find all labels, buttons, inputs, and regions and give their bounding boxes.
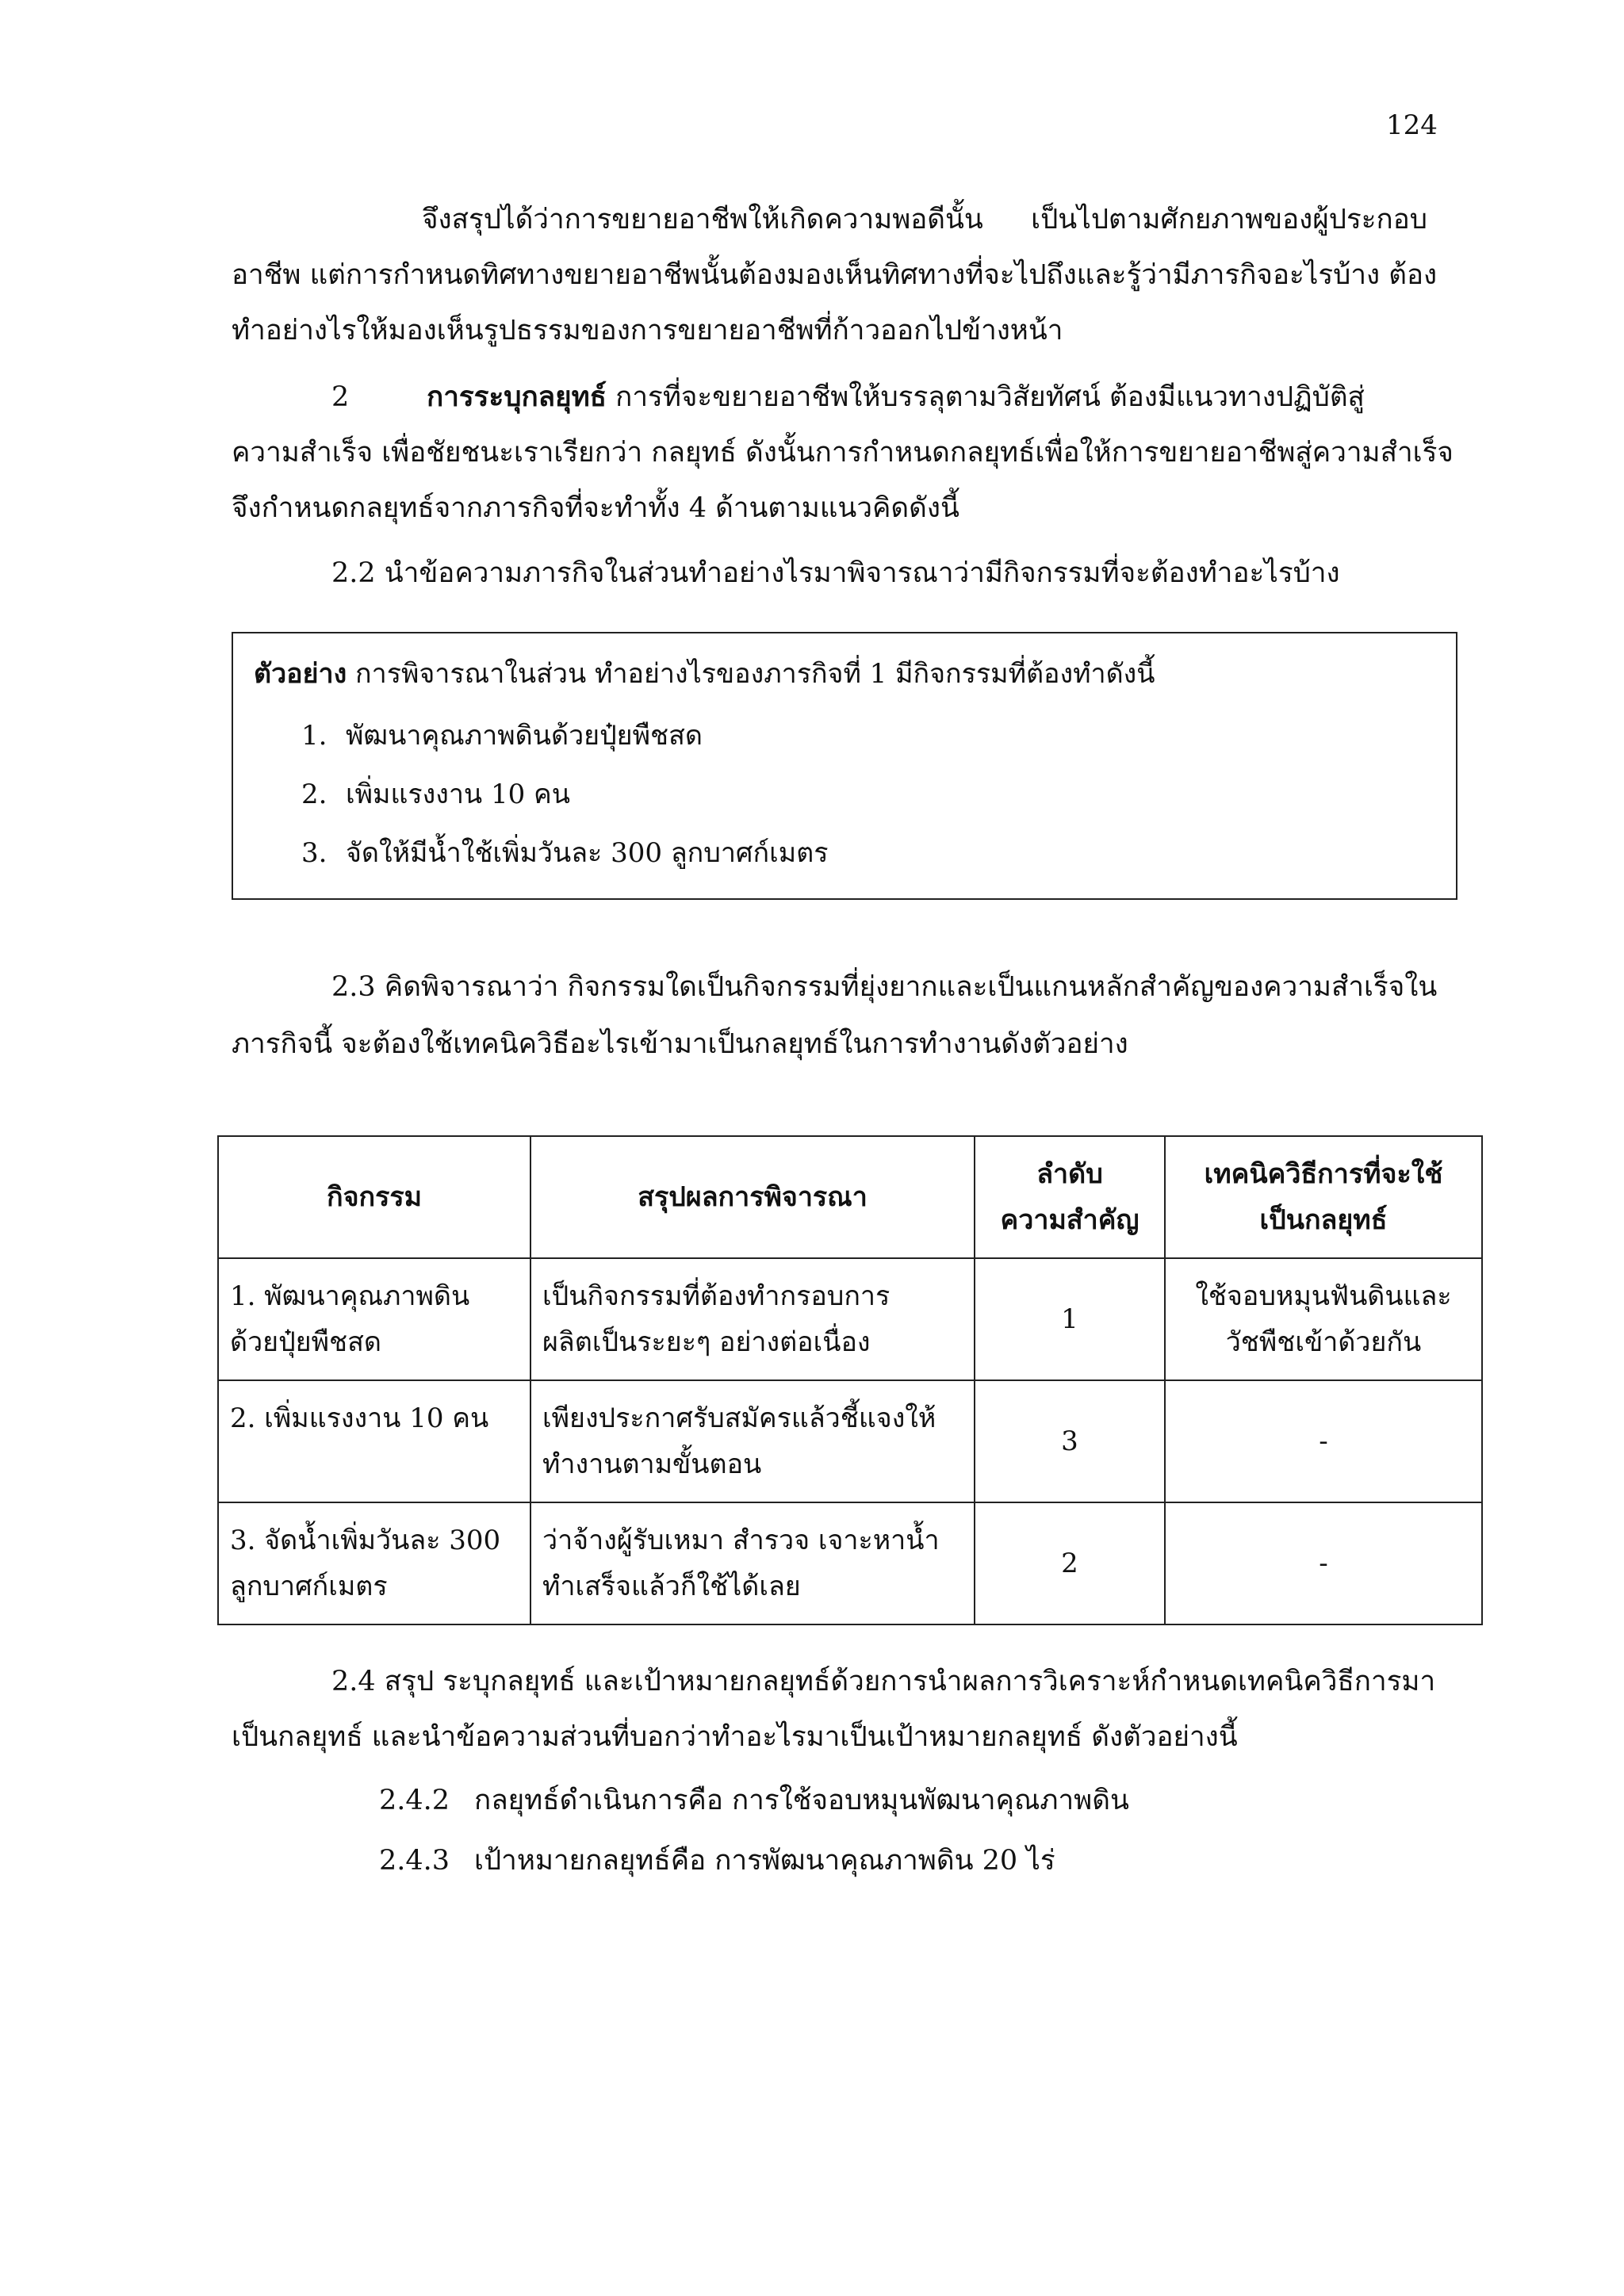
item-2-4-3 [379,1841,1055,1881]
item-2-4-line-2: เป็นกลยุทธ์ และนำข้อความส่วนที่บอกว่าทำอะไรมาเป็นเป้าหมายกลยุทธ์ ดังตัวอย่างนี้ [232,1721,1238,1753]
intro-line-3: ทำอย่างไรให้มองเห็นรูปธรรมของการขยายอาชีพที่ก้าวออกไปข้างหน้า [232,315,1063,346]
cell-activity-line-2: ด้วยปุ๋ยพืชสด [230,1326,381,1358]
header-rank [975,1136,1165,1258]
cell-summary-line-2: ทำเสร็จแล้วก็ใช้ได้เลย [542,1571,801,1602]
table-header-row [218,1136,1482,1258]
cell-activity-line-1: 3. จัดน้ำเพิ่มวันละ 300 [230,1525,501,1556]
cell-activity-line-2: ลูกบาศก์เมตร [230,1571,388,1602]
cell-summary-line-1: ว่าจ้างผู้รับเหมา สำรวจ เจาะหาน้ำ [542,1525,940,1556]
cell-activity-line-1: 1. พัฒนาคุณภาพดิน [230,1280,470,1312]
intro-line-1: จึงสรุปได้ว่าการขยายอาชีพให้เกิดความพอดีนั้น เป็นไปตามศักยภาพของผู้ประกอบ [422,204,1427,235]
item-2-4-3-text: เป้าหมายกลยุทธ์คือ การพัฒนาคุณภาพดิน 20 ไร่ [474,1845,1055,1877]
intro-line-2: อาชีพ แต่การกำหนดทิศทางขยายอาชีพนั้นต้องมองเห็นทิศทางที่จะไปถึงและรู้ว่ามีภารกิจอะไรบ้าง ต้อง [232,259,1438,291]
section-2-line-2: ความสำเร็จ เพื่อชัยชนะเราเรียกว่า กลยุทธ์ ดังนั้นการกำหนดกลยุทธ์เพื่อให้การขยายอาชีพสู่ความสำเร็จ [232,437,1454,469]
table-row [218,1380,1482,1502]
cell-activity [218,1258,530,1380]
example-item-3-number: 3. [301,837,327,869]
item-2-4-2-number: 2.4.2 [379,1785,450,1816]
cell-activity-line-2 [230,1441,519,1487]
cell-rank: 1 [975,1258,1165,1380]
cell-summary [530,1258,975,1380]
example-item-2-number: 2. [301,779,327,810]
item-2-4-3-number: 2.4.3 [379,1845,450,1877]
cell-technique: - [1165,1502,1482,1624]
example-list-item [301,716,703,756]
header-rank-line-2: ความสำคัญ [1000,1204,1139,1236]
item-2-4-2 [379,1781,1129,1820]
table-row [218,1502,1482,1624]
cell-technique [1165,1258,1482,1380]
section-2-number: 2 [331,381,350,413]
item-2-3-line-2: ภารกิจนี้ จะต้องใช้เทคนิควิธีอะไรเข้ามาเป็นกลยุทธ์ในการทำงานดังตัวอย่าง [232,1028,1128,1060]
cell-summary-line-1: เป็นกิจกรรมที่ต้องทำกรอบการ [542,1280,891,1312]
cell-activity [218,1380,530,1502]
page-number: 124 [1386,109,1438,141]
header-rank-line-1: ลำดับ [1036,1158,1103,1190]
cell-summary-line-2: ทำงานตามขั้นตอน [542,1448,762,1480]
example-list-item [301,775,570,814]
example-lead: ตัวอย่าง [254,658,347,690]
header-technique [1165,1136,1482,1258]
item-2-4-line-1: 2.4 สรุป ระบุกลยุทธ์ และเป้าหมายกลยุทธ์ด้วยการนำผลการวิเคราะห์กำหนดเทคนิควิธีการมา [331,1666,1436,1697]
header-technique-line-1: เทคนิควิธีการที่จะใช้ [1204,1158,1443,1190]
item-2-4-2-text: กลยุทธ์ดำเนินการคือ การใช้จอบหมุนพัฒนาคุณภาพดิน [474,1785,1129,1816]
example-box [232,632,1457,900]
item-2-3-line-1: 2.3 คิดพิจารณาว่า กิจกรรมใดเป็นกิจกรรมที่ยุ่งยากและเป็นแกนหลักสำคัญของความสำเร็จใน [331,971,1438,1003]
cell-summary [530,1502,975,1624]
cell-summary [530,1380,975,1502]
example-item-2-text: เพิ่มแรงงาน 10 คน [346,779,571,810]
header-summary: สรุปผลการพิจารณา [530,1136,975,1258]
section-2-heading: การระบุกลยุทธ์ [427,381,607,413]
cell-summary-line-1: เพียงประกาศรับสมัครแล้วชี้แจงให้ [542,1402,936,1434]
header-activity: กิจกรรม [218,1136,530,1258]
cell-rank: 3 [975,1380,1165,1502]
example-box-heading [254,654,1155,694]
cell-rank: 2 [975,1502,1165,1624]
cell-activity-line-1: 2. เพิ่มแรงงาน 10 คน [230,1402,489,1434]
cell-activity [218,1502,530,1624]
example-list-item [301,833,828,873]
cell-summary-line-2: ผลิตเป็นระยะๆ อย่างต่อเนื่อง [542,1326,871,1358]
example-item-3-text: จัดให้มีน้ำใช้เพิ่มวันละ 300 ลูกบาศก์เมตร [346,837,829,869]
cell-technique: - [1165,1380,1482,1502]
cell-technique-line-2: วัชพืชเข้าด้วยกัน [1225,1326,1422,1358]
cell-technique-line-1: ใช้จอบหมุนฟันดินและ [1195,1280,1452,1312]
section-2-line-1-text: การที่จะขยายอาชีพให้บรรลุตามวิสัยทัศน์ ต้องมีแนวทางปฏิบัติสู่ [607,381,1365,413]
section-2-line-1 [331,377,1365,417]
example-text: การพิจารณาในส่วน ทำอย่างไรของภารกิจที่ 1 มีกิจกรรมที่ต้องทำดังนี้ [347,658,1155,690]
strategy-table [217,1135,1483,1625]
example-item-1-number: 1. [301,720,327,752]
header-technique-line-2: เป็นกลยุทธ์ [1259,1204,1388,1236]
item-2-2: 2.2 นำข้อความภารกิจในส่วนทำอย่างไรมาพิจารณาว่ามีกิจกรรมที่จะต้องทำอะไรบ้าง [331,557,1340,589]
table-row [218,1258,1482,1380]
example-item-1-text: พัฒนาคุณภาพดินด้วยปุ๋ยพืชสด [346,720,703,752]
section-2-line-3: จึงกำหนดกลยุทธ์จากภารกิจที่จะทำทั้ง 4 ด้านตามแนวคิดดังนี้ [232,492,959,524]
